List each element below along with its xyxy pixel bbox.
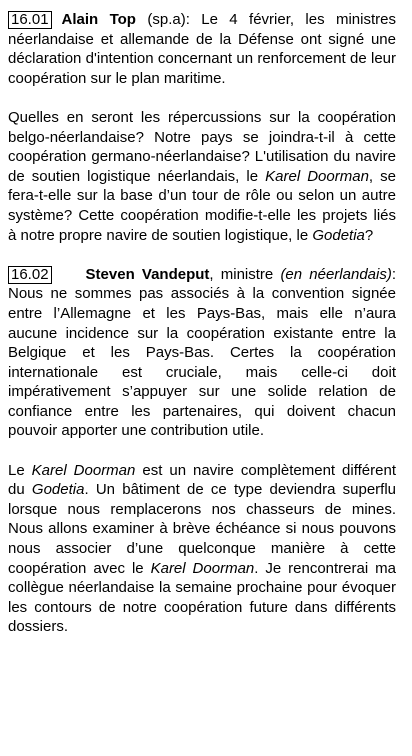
answer-body-part-4: . Je rencontrerai ma collègue néerlandaise la semaine prochaine pour évoquer les contours de notre coopération future dans différents dossiers. — [8, 559, 396, 636]
question-speaker: Alain Top — [61, 11, 136, 28]
ship-name: Godetia — [312, 226, 365, 244]
ship-name: Karel Doorman — [265, 167, 369, 185]
question-party: (sp.a): — [135, 11, 202, 28]
answer-number: 16.02 — [8, 266, 52, 284]
answer-body — [8, 461, 396, 637]
answer-text: : Nous ne sommes pas associés à la convention signée entre l’Allemagne et les Pays-Bas, mais elle n’aura aucune incidence sur la coopération existante entre la Belgique et les Pays-Bas. Certes la coopération internationale est cruciale, mais celle-ci doit impérativement s’appuyer sur une solide relation de confiance entre les partenaires, qui doivent chacun pouvoir apporter une contribution utile. — [8, 265, 397, 440]
question-intro — [8, 10, 396, 88]
answer-intro — [8, 265, 396, 441]
document-page — [8, 10, 396, 637]
question-body-part-3: ? — [364, 226, 374, 244]
question-number: 16.01 — [8, 11, 52, 29]
ship-name: Karel Doorman — [150, 559, 255, 577]
answer-language-note: (en néerlandais) — [280, 265, 392, 283]
question-body-part-1: Quelles en seront les répercussions sur la coopération belgo-néerlandaise? Notre pays se joindra-t-il à cette coopération germano-néerlandaise? L'utilisation du navire de soutien logistique néerlandais, le — [8, 108, 396, 185]
answer-speaker: Steven Vandeput — [85, 265, 210, 283]
answer-body-part-1: Le — [8, 461, 32, 479]
question-body-part-2: , se fera-t-elle sur la base d’un tour de rôle ou selon un autre système? Cette coopération modifie-t-elle les projets liés à notre propre navire de soutien logistique, le — [8, 167, 396, 244]
paragraph-gap — [8, 441, 396, 461]
answer-body-part-2: est un navire complètement différent du — [8, 461, 396, 499]
ship-name: Karel Doorman — [31, 461, 136, 479]
paragraph-gap — [8, 245, 396, 265]
question-text: Le 4 février, les ministres néerlandaise et allemande de la Défense ont signé une déclaration d'intention concernant un renforcement de leur coopération sur le plan maritime. — [8, 11, 396, 87]
answer-role: , ministre — [209, 265, 281, 283]
question-body — [8, 108, 396, 245]
ship-name: Godetia — [31, 481, 85, 499]
paragraph-gap — [8, 88, 396, 108]
answer-body-part-3: . Un bâtiment de ce type deviendra superflu lorsque nous remplacerons nos chasseurs de mines. Nous allons examiner à brève échéance si nous pouvons nous associer d’une quelconque manière à cette coopération avec le — [8, 481, 396, 577]
